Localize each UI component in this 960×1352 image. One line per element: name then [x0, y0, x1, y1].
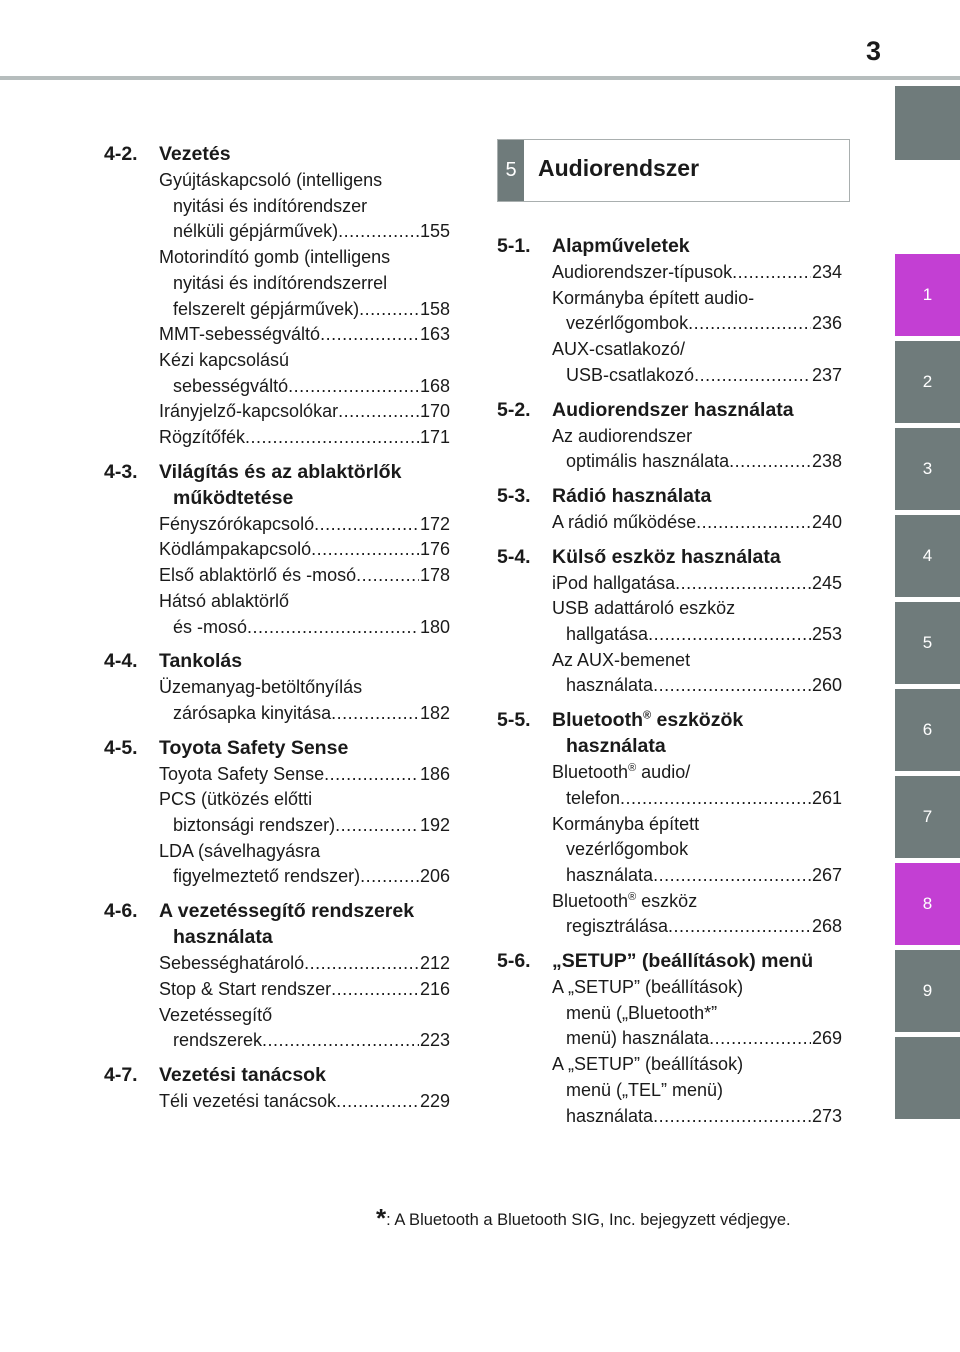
toc-entry[interactable]: [552, 812, 842, 889]
entry-last-line: [159, 813, 450, 839]
section-number: 5-4.: [497, 545, 531, 568]
page-ref: 216: [419, 978, 450, 999]
toc-entry[interactable]: [159, 512, 450, 538]
entry-text: felszerelt gépjárművek): [173, 298, 360, 319]
entry-last-line: [552, 510, 842, 536]
section-heading[interactable]: [104, 141, 450, 167]
section-title-text: Tankolás: [159, 650, 243, 673]
section-title-text: Vezetés: [159, 143, 231, 165]
entry-last-line: [159, 977, 450, 1003]
section-heading[interactable]: [497, 544, 842, 570]
entry-text: zárósapka kinyitása: [173, 702, 332, 723]
entry-line: vezérlőgombok: [566, 839, 689, 860]
chapter-header: [497, 139, 850, 202]
entry-line: Vezetéssegítő: [159, 1004, 273, 1025]
section-title: [552, 233, 842, 259]
entry-text: Rögzítőfék: [159, 427, 246, 448]
entry-line: [552, 889, 842, 915]
entry-last-line: [552, 311, 842, 337]
dot-leader: [314, 512, 419, 538]
entry-text: Irányjelző-kapcsolókar: [159, 401, 339, 422]
page-ref: 237: [811, 364, 842, 385]
dot-leader: [247, 615, 419, 641]
dot-leader: [288, 374, 419, 400]
dot-leader: [356, 563, 419, 589]
dot-leader: [311, 537, 419, 563]
entry-line: A „SETUP” (beállítások): [552, 1054, 744, 1075]
chapter-title: Audiorendszer: [538, 155, 700, 181]
entry-text: iPod hallgatása: [552, 572, 676, 593]
entry-text: használata: [566, 675, 654, 696]
dot-leader: [338, 399, 419, 425]
section-title: [159, 648, 450, 674]
toc-entry[interactable]: [159, 589, 450, 640]
side-tab-8[interactable]: 8: [895, 863, 960, 945]
entry-last-line: [159, 1089, 450, 1115]
page-ref: 261: [811, 787, 842, 808]
entry-text: Audiorendszer-típusok: [552, 262, 733, 282]
entry-last-line: [159, 219, 450, 245]
toc-entry[interactable]: [552, 286, 842, 337]
entry-line: LDA (sávelhagyásra: [159, 840, 321, 861]
toc-entry[interactable]: [159, 1089, 450, 1115]
entry-line: Motorindító gomb (intelligens: [159, 247, 391, 268]
section-number: 5-3.: [497, 484, 531, 507]
entry-line: AUX-csatlakozó/: [552, 339, 686, 360]
entry-text: Fényszórókapcsoló: [159, 513, 315, 534]
dot-leader: [304, 951, 419, 977]
page-ref: 238: [811, 451, 842, 472]
entry-line: PCS (ütközés előtti: [159, 789, 313, 810]
dot-leader: [709, 1026, 811, 1052]
section-title-text: Külső eszköz használata: [552, 545, 781, 568]
section-title-text: Toyota Safety Sense: [159, 736, 349, 759]
entry-text: figyelmeztető rendszer): [173, 866, 361, 887]
toc-entry[interactable]: [552, 337, 842, 388]
page-ref: 236: [811, 313, 842, 334]
dot-leader: [320, 322, 419, 348]
section-title: [552, 544, 842, 570]
side-tab-2[interactable]: 2: [895, 341, 960, 423]
section-title: [552, 948, 842, 974]
section-title-text: Rádió használata: [552, 484, 712, 507]
side-tab-6[interactable]: 6: [895, 689, 960, 771]
page-ref: 229: [419, 1090, 450, 1111]
page-ref: 182: [419, 702, 450, 723]
section-heading[interactable]: [497, 233, 842, 259]
entry-text: Első ablaktörlő és -mosó: [159, 565, 357, 586]
entry-text: Sebességhatároló: [159, 953, 305, 974]
section-title-text: Vezetési tanácsok: [159, 1063, 326, 1086]
entry-last-line: [159, 297, 450, 323]
page-ref: 269: [811, 1028, 842, 1049]
left-column: [104, 133, 450, 1115]
dot-leader: [653, 673, 811, 699]
entry-last-line: [159, 374, 450, 400]
entry-last-line: [552, 863, 842, 889]
footnote-text: : A Bluetooth a Bluetooth SIG, Inc. bejegyzett védjegye.: [386, 1211, 791, 1229]
entry-last-line: [552, 622, 842, 648]
entry-last-line: [159, 864, 450, 890]
section-heading[interactable]: [104, 459, 450, 511]
page-ref: 260: [811, 675, 842, 696]
entry-last-line: [159, 563, 450, 589]
entry-last-line: [159, 762, 450, 788]
entry-text: optimális használata: [566, 451, 730, 472]
entry-line: USB adattároló eszköz: [552, 598, 736, 619]
side-tab-5[interactable]: 5: [895, 602, 960, 684]
page-ref: 234: [811, 262, 842, 282]
section-heading[interactable]: [497, 948, 842, 974]
entry-text: Bluetooth: [552, 890, 629, 911]
entry-line: Az AUX-bemenet: [552, 649, 691, 670]
dot-leader: [359, 297, 419, 323]
page-ref: 192: [419, 815, 450, 836]
entry-line: Kormányba épített audio-: [552, 287, 755, 308]
entry-last-line: [159, 1028, 450, 1054]
toc-entry[interactable]: [552, 510, 842, 536]
entry-last-line: [159, 537, 450, 563]
entry-line: Gyújtáskapcsoló (intelligens: [159, 170, 383, 190]
entry-text: használata: [566, 864, 654, 885]
toc-entry[interactable]: [159, 425, 450, 451]
entry-text: vezérlőgombok: [566, 313, 689, 334]
entry-text: Bluetooth: [552, 762, 629, 783]
dot-leader: [331, 977, 419, 1003]
section-number: 4-6.: [104, 900, 138, 923]
entry-last-line: [159, 615, 450, 641]
entry-text: biztonsági rendszer): [173, 815, 336, 836]
section-title-text: Audiorendszer használata: [552, 398, 794, 421]
toc-entry[interactable]: [552, 889, 842, 940]
side-tab-7[interactable]: 7: [895, 776, 960, 858]
section-title-line2: használata: [566, 735, 666, 758]
section-number: 4-4.: [104, 650, 138, 673]
page-ref: 245: [811, 572, 842, 593]
entry-text: Toyota Safety Sense: [159, 763, 325, 784]
entry-line: nyitási és indítórendszerrel: [173, 272, 388, 293]
entry-last-line: [552, 786, 842, 812]
section-title-text: A vezetéssegítő rendszerek: [159, 900, 415, 923]
dot-leader: [324, 762, 419, 788]
page-ref: 172: [419, 513, 450, 534]
section-title: [552, 707, 842, 759]
entry-line: Hátsó ablaktörlő: [159, 590, 290, 611]
section-heading[interactable]: [497, 397, 842, 423]
dot-leader: [331, 701, 419, 727]
entry-text: audio/: [636, 762, 691, 783]
page-ref: 212: [419, 953, 450, 974]
section-title: [159, 1062, 450, 1088]
dot-leader: [688, 311, 811, 337]
side-tab-3[interactable]: 3: [895, 428, 960, 510]
toc-entry[interactable]: [159, 537, 450, 563]
section-number: 4-3.: [104, 460, 138, 483]
entry-last-line: [159, 399, 450, 425]
toc-entry[interactable]: [552, 1052, 842, 1129]
entry-last-line: [159, 701, 450, 727]
footnote: [376, 1203, 791, 1234]
section-number: 4-7.: [104, 1063, 138, 1086]
toc-entry[interactable]: [159, 787, 450, 838]
dot-leader: [245, 425, 419, 451]
section-heading[interactable]: [104, 735, 450, 761]
entry-text: eszköz: [636, 890, 698, 911]
dot-leader: [668, 914, 811, 940]
section-title-rest: eszközök: [651, 709, 744, 732]
toc-entry[interactable]: [159, 563, 450, 589]
section-title: [159, 141, 450, 167]
toc-entry[interactable]: [159, 1003, 450, 1054]
entry-text: menü) használata: [566, 1028, 710, 1049]
dot-leader: [620, 786, 811, 812]
entry-text: hallgatása: [566, 624, 649, 645]
entry-last-line: [552, 571, 842, 597]
entry-last-line: [552, 1104, 842, 1130]
entry-line: menü („TEL” menü): [566, 1079, 724, 1100]
page-ref: 253: [811, 624, 842, 645]
dot-leader: [653, 863, 811, 889]
entry-line: [552, 760, 842, 786]
section-title-text: Világítás és az ablaktörlők: [159, 460, 402, 483]
entry-text: MMT-sebességváltó: [159, 324, 321, 345]
side-tab-1[interactable]: 1: [895, 254, 960, 336]
section-heading[interactable]: [104, 1062, 450, 1088]
toc-entry[interactable]: [552, 648, 842, 699]
entry-text: telefon: [566, 787, 621, 808]
toc-entry[interactable]: [552, 571, 842, 597]
entry-text: nélküli gépjárművek): [173, 221, 339, 242]
entry-line: menü („Bluetooth*”: [566, 1002, 718, 1023]
entry-line: Kormányba épített: [552, 813, 700, 834]
section-heading[interactable]: [104, 898, 450, 950]
page-ref: 223: [419, 1030, 450, 1051]
page-number: 3: [866, 36, 882, 66]
toc-entry[interactable]: [159, 348, 450, 399]
chapter-number: 5: [498, 140, 524, 201]
toc-entry[interactable]: [552, 596, 842, 647]
dot-leader: [338, 219, 419, 245]
top-rule: [0, 76, 960, 80]
dot-leader: [648, 622, 811, 648]
toc-entry[interactable]: [159, 245, 450, 322]
registered-mark: ®: [628, 762, 637, 775]
entry-text: USB-csatlakozó: [566, 364, 695, 385]
entry-line: A „SETUP” (beállítások): [552, 977, 744, 998]
section-number: 5-2.: [497, 398, 531, 421]
page-ref: 186: [419, 763, 450, 784]
entry-last-line: [552, 260, 842, 286]
page-ref: 206: [419, 866, 450, 887]
entry-text: A rádió működése: [552, 511, 697, 532]
section-title-text: Alapműveletek: [552, 235, 690, 257]
entry-line: Az audiorendszer: [552, 425, 693, 446]
dot-leader: [675, 571, 811, 597]
entry-last-line: [159, 951, 450, 977]
dot-leader: [653, 1104, 811, 1130]
entry-last-line: [552, 914, 842, 940]
entry-last-line: [552, 1026, 842, 1052]
toc-entry[interactable]: [159, 762, 450, 788]
entry-last-line: [552, 449, 842, 475]
section-title-line2: használata: [173, 926, 273, 949]
entry-text: és -mosó: [173, 616, 248, 637]
registered-mark: ®: [642, 709, 652, 722]
section-number: 4-2.: [104, 143, 138, 165]
page-ref: 170: [419, 401, 450, 422]
section-title-line2: működtetése: [173, 486, 294, 509]
dot-leader: [696, 510, 811, 536]
entry-text: Ködlámpakapcsoló: [159, 539, 312, 560]
section-number: 5-5.: [497, 709, 531, 732]
entry-text: Stop & Start rendszer: [159, 978, 332, 999]
page-ref: 273: [811, 1105, 842, 1126]
toc-entry[interactable]: [552, 975, 842, 1052]
section-title: [159, 898, 450, 950]
page-ref: 176: [419, 539, 450, 560]
toc-entry[interactable]: [159, 168, 450, 245]
dot-leader: [335, 813, 419, 839]
right-column: [497, 225, 842, 1129]
entry-line: nyitási és indítórendszer: [173, 195, 368, 216]
toc-entry[interactable]: [159, 977, 450, 1003]
page-ref: 240: [811, 511, 842, 532]
toc-entry[interactable]: [552, 260, 842, 286]
page-ref: 178: [419, 565, 450, 586]
page-ref: 268: [811, 916, 842, 937]
section-title: [159, 735, 450, 761]
page-ref: 163: [419, 324, 450, 345]
page-ref: 158: [419, 298, 450, 319]
registered-mark: ®: [628, 890, 637, 903]
entry-last-line: [552, 363, 842, 389]
section-title: [552, 397, 842, 423]
section-heading[interactable]: [104, 648, 450, 674]
entry-last-line: [159, 425, 450, 451]
side-tab-4[interactable]: 4: [895, 515, 960, 597]
toc-entry[interactable]: [159, 399, 450, 425]
side-tab-9[interactable]: 9: [895, 950, 960, 1032]
dot-leader: [360, 864, 419, 890]
page-ref: 168: [419, 375, 450, 396]
entry-last-line: [552, 673, 842, 699]
entry-line: Kézi kapcsolású: [159, 349, 290, 370]
entry-last-line: [159, 512, 450, 538]
section-title-text: „SETUP” (beállítások) menü: [552, 950, 814, 973]
section-title: [552, 483, 842, 509]
section-number: 5-1.: [497, 235, 531, 257]
page-ref: 171: [419, 427, 450, 448]
toc-entry[interactable]: [159, 322, 450, 348]
page-ref: 180: [419, 616, 450, 637]
page-ref: 155: [419, 221, 450, 242]
section-heading[interactable]: [497, 483, 842, 509]
toc-entry[interactable]: [552, 424, 842, 475]
section-title: [159, 459, 450, 511]
entry-text: regisztrálása: [566, 916, 669, 937]
section-heading[interactable]: [497, 707, 842, 759]
entry-last-line: [159, 322, 450, 348]
entry-line: Üzemanyag-betöltőnyílás: [159, 677, 363, 698]
entry-text: használata: [566, 1105, 654, 1126]
dot-leader: [262, 1028, 419, 1054]
toc-entry[interactable]: [159, 951, 450, 977]
dot-leader: [729, 449, 811, 475]
side-tab-blank[interactable]: [895, 86, 960, 160]
section-number: 5-6.: [497, 950, 531, 973]
toc-entry[interactable]: [159, 675, 450, 726]
side-tab-blank[interactable]: [895, 1037, 960, 1119]
section-number: 4-5.: [104, 736, 138, 759]
dot-leader: [336, 1089, 419, 1115]
toc-entry[interactable]: [159, 839, 450, 890]
entry-text: rendszerek: [173, 1030, 263, 1051]
page-ref: 267: [811, 864, 842, 885]
dot-leader: [694, 363, 811, 389]
toc-entry[interactable]: [552, 760, 842, 811]
footnote-star: *: [376, 1203, 387, 1233]
section-title-text: Bluetooth: [552, 709, 643, 732]
entry-text: Téli vezetési tanácsok: [159, 1090, 337, 1111]
dot-leader: [732, 260, 811, 286]
entry-text: sebességváltó: [173, 375, 289, 396]
